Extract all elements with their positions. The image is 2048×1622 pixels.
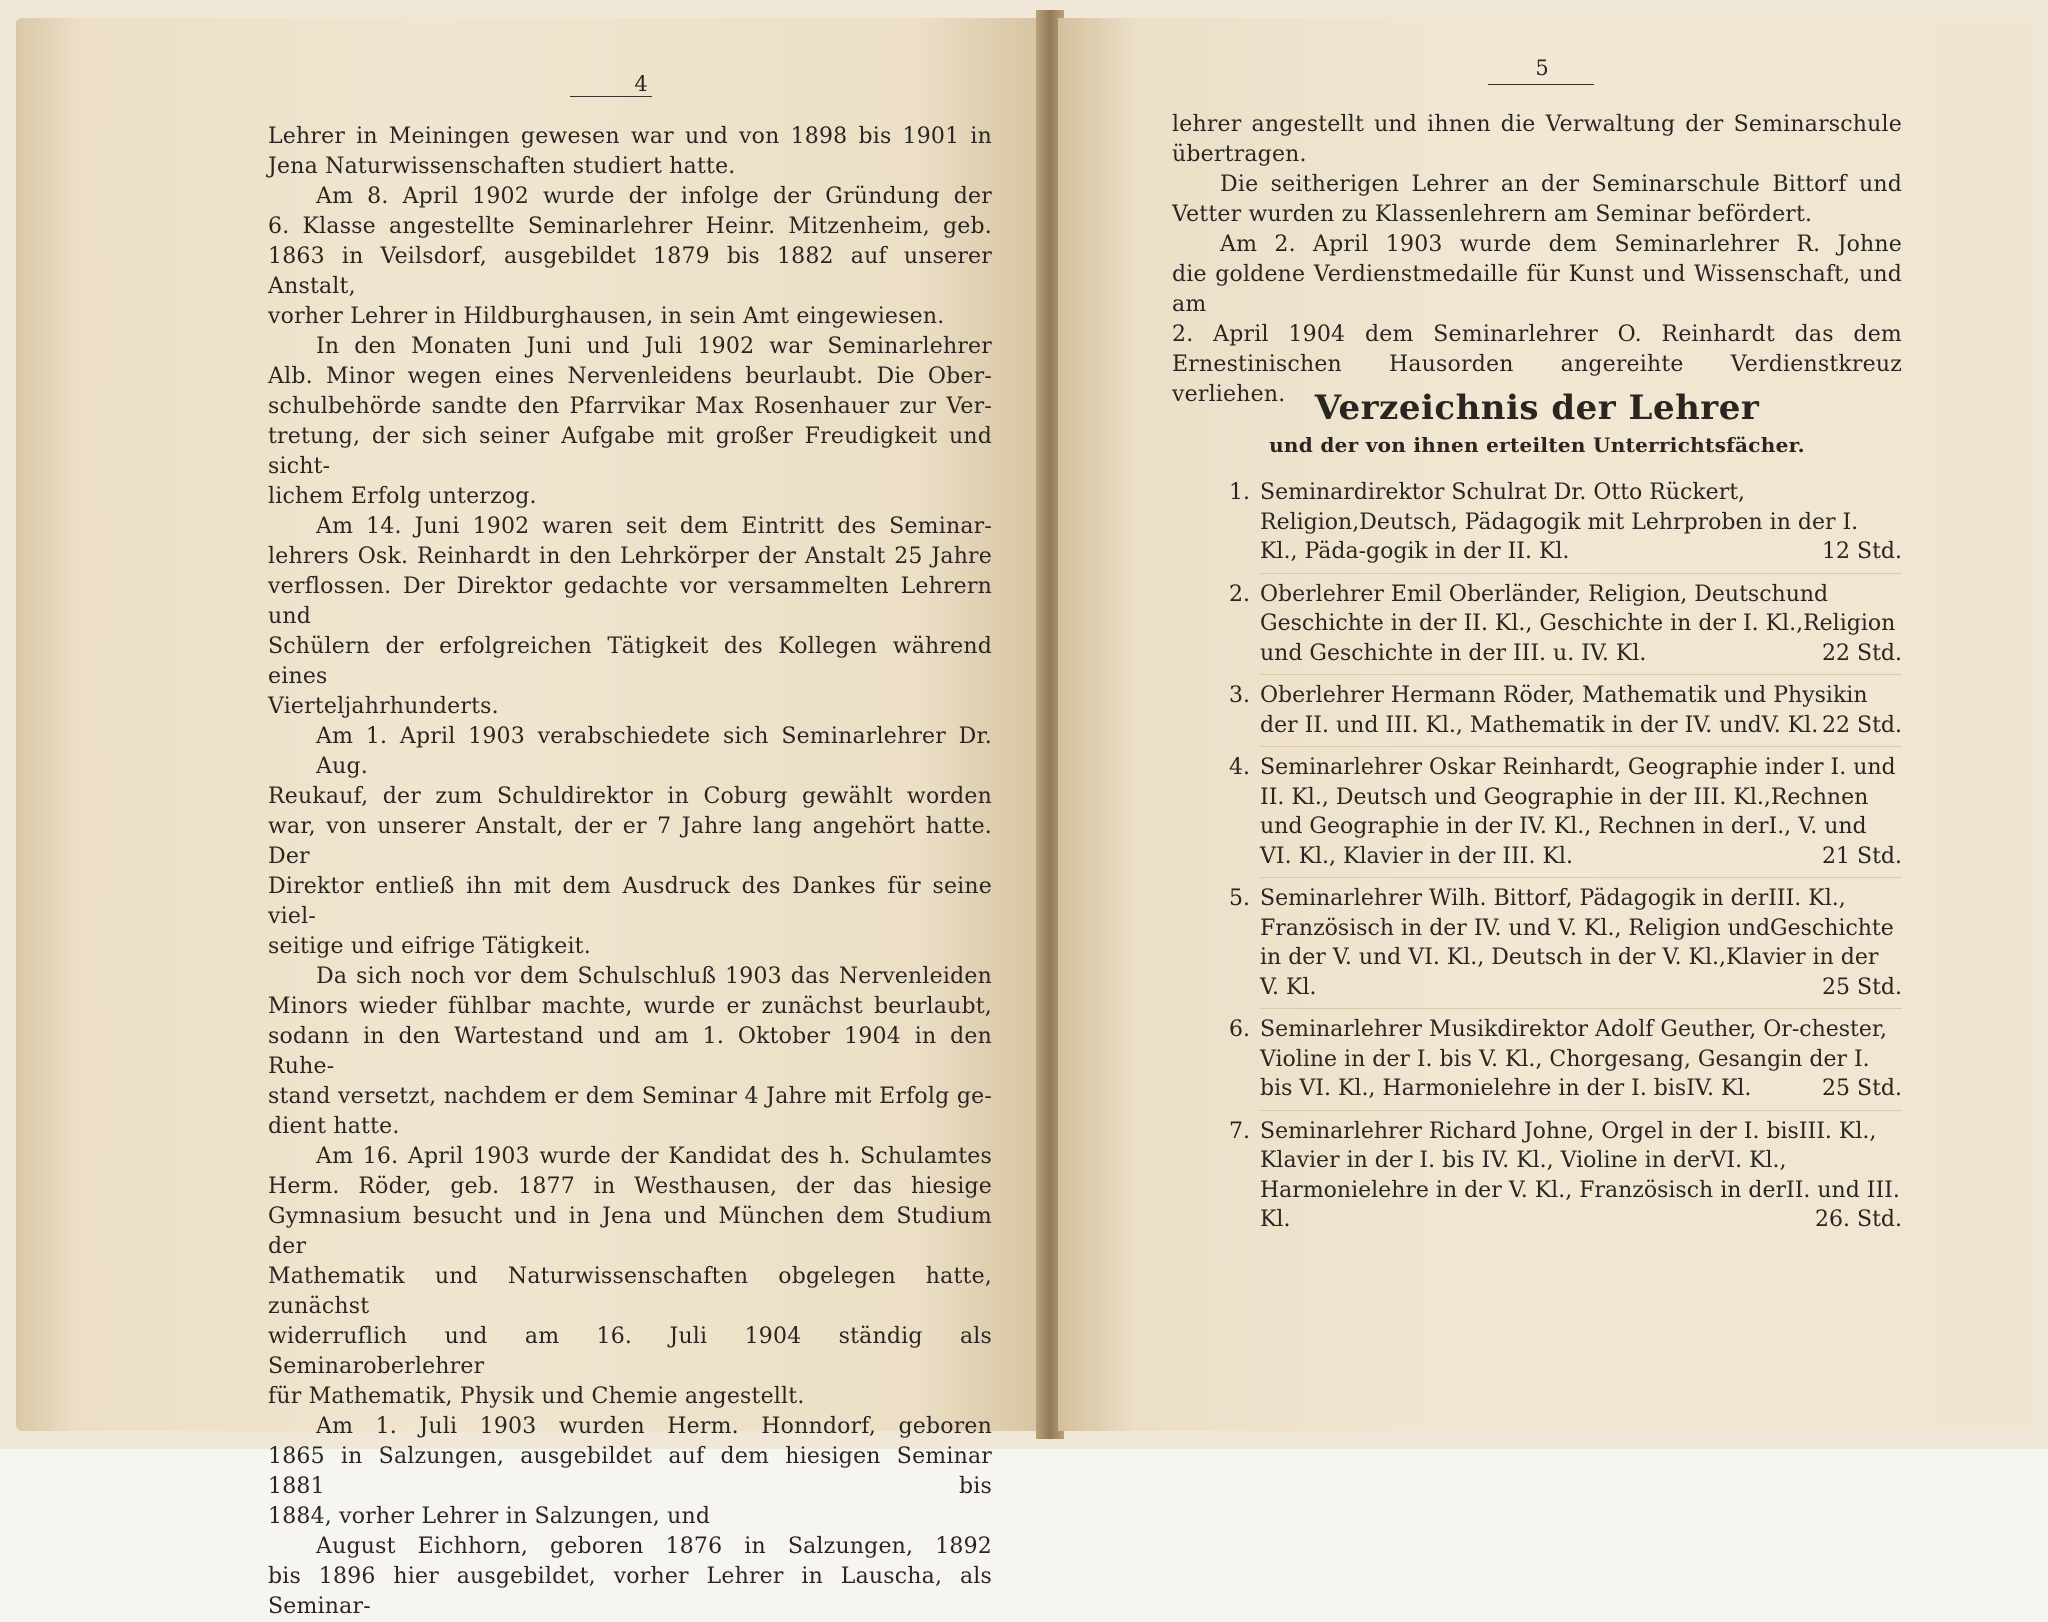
teacher-entry xyxy=(1210,884,1902,1002)
text-line: Reukauf, der zum Schuldirektor in Coburg gewählt worden xyxy=(268,784,992,809)
text-line: Gymnasium besucht und in Jena und München dem Studium der xyxy=(268,1204,992,1259)
teacher-list-subheading: und der von ihnen erteilten Unterrichtsfächer. xyxy=(1269,433,1805,457)
text-line: seitige und eifrige Tätigkeit. xyxy=(268,934,591,959)
teacher-entry xyxy=(1210,580,1902,669)
teacher-entry-hours: 25 Std. xyxy=(1822,1076,1902,1101)
entry-divider xyxy=(1260,746,1902,747)
right-page-number-rule xyxy=(1488,84,1594,85)
text-line: Jena Naturwissenschaften studiert hatte. xyxy=(268,154,736,179)
teacher-entry-line: gogik in der II. Kl. xyxy=(1366,539,1570,564)
paragraph xyxy=(268,122,992,182)
teacher-entry xyxy=(1210,753,1902,871)
teacher-entry-line: Oberlehrer Hermann Röder, Mathematik und Physik xyxy=(1260,683,1847,708)
teacher-entry-line: Oberlehrer Emil Oberländer, Religion, Deutsch xyxy=(1260,581,1786,607)
paragraph xyxy=(268,512,992,722)
teacher-entry-line: Klavier in der V. Kl. xyxy=(1260,945,1879,1000)
text-line: Da sich noch vor dem Schulschluß 1903 das Nervenleiden xyxy=(316,964,992,989)
teacher-entry-line: Geschichte in der V. und VI. Kl., Deutsch in der V. Kl., xyxy=(1260,915,1894,970)
teacher-entry-line: Seminarlehrer Richard Johne, Orgel in der I. bis xyxy=(1260,1118,1799,1144)
teacher-entry xyxy=(1210,478,1902,567)
paragraph xyxy=(268,1532,992,1622)
text-line: Lehrer in Meiningen gewesen war und von 1898 bis 1901 in xyxy=(268,124,992,149)
teacher-entry-number: 5. xyxy=(1229,886,1250,911)
teacher-entry-line: Seminarlehrer Wilh. Bittorf, Pädagogik in der xyxy=(1260,886,1769,911)
text-line: dient hatte. xyxy=(268,1114,400,1139)
teacher-entry-line: in der II. und III. Kl., Mathematik in der IV. und xyxy=(1260,683,1868,738)
paragraph xyxy=(268,722,992,962)
text-line: Alb. Minor wegen eines Nervenleidens beurlaubt. Die Ober- xyxy=(268,364,992,389)
teacher-entry-number: 1. xyxy=(1229,480,1250,505)
entry-divider xyxy=(1260,573,1902,574)
entry-divider xyxy=(1260,674,1902,675)
text-line: August Eichhorn, geboren 1876 in Salzungen, 1892 xyxy=(316,1534,992,1559)
teacher-entry xyxy=(1210,1117,1902,1235)
teacher-entry-line: VI. Kl., Harmonielehre in der V. Kl., Französisch in der xyxy=(1260,1148,1787,1203)
left-page-text xyxy=(268,122,992,1622)
text-line: Vetter wurden zu Klassenlehrern am Seminar befördert. xyxy=(1172,202,1813,227)
text-line: tretung, der sich seiner Aufgabe mit großer Freudigkeit und sicht- xyxy=(268,424,992,479)
text-line: Am 1. Juli 1903 wurden Herm. Honndorf, geboren xyxy=(316,1414,992,1439)
text-line: Am 14. Juni 1902 waren seit dem Eintritt des Seminar- xyxy=(316,514,992,539)
teacher-entry-line: Rechnen und Geographie in der IV. Kl., Rechnen in der xyxy=(1260,784,1869,839)
text-line: widerruflich und am 16. Juli 1904 ständig als Seminaroberlehrer xyxy=(268,1324,992,1379)
teacher-entry-line: chester, Violine in der I. bis V. Kl., Chorgesang, Gesang xyxy=(1260,1017,1888,1072)
teacher-entry-number: 6. xyxy=(1229,1017,1250,1042)
paragraph xyxy=(268,1412,992,1532)
teacher-entry-line: V. Kl. xyxy=(1761,712,1819,738)
text-line: Am 2. April 1903 wurde dem Seminarlehrer R. Johne xyxy=(1220,232,1902,257)
teacher-entry-hours: 12 Std. xyxy=(1822,539,1902,564)
text-line: Die seitherigen Lehrer an der Seminarschule Bittorf und xyxy=(1220,172,1902,197)
text-line: Minors wieder fühlbar machte, wurde er zunächst beurlaubt, xyxy=(268,994,992,1019)
text-line: schulbehörde sandte den Pfarrvikar Max Rosenhauer zur Ver- xyxy=(268,394,992,419)
teacher-entry-line: IV. Kl. xyxy=(1686,1076,1752,1101)
teacher-entry-line: Deutsch, Pädagogik mit Lehrproben in der I. Kl., Päda- xyxy=(1260,509,1859,564)
teacher-list xyxy=(1210,478,1902,1241)
teacher-entry-line: und Geschichte in der II. Kl., Geschichte in der I. Kl., xyxy=(1260,581,1829,636)
paragraph xyxy=(268,1142,992,1412)
teacher-list-heading: Verzeichnis der Lehrer xyxy=(1314,388,1760,428)
text-line: lehrer angestellt und ihnen die Verwaltung der Seminarschule xyxy=(1172,112,1902,137)
teacher-entry-number: 4. xyxy=(1229,755,1250,780)
entry-divider xyxy=(1260,877,1902,878)
text-line: lichem Erfolg unterzog. xyxy=(268,484,537,509)
paragraph xyxy=(268,962,992,1142)
teacher-entry-hours: 26. Std. xyxy=(1815,1207,1902,1232)
teacher-entry-line: Religion und Geschichte in der III. u. IV. Kl. xyxy=(1260,611,1896,666)
teacher-entry-line: I., V. und VI. Kl., Klavier in der III. Kl. xyxy=(1260,814,1867,869)
text-line: vorher Lehrer in Hildburghausen, in sein Amt eingewiesen. xyxy=(268,304,945,329)
left-page-number-rule xyxy=(570,96,652,97)
text-line: Herm. Röder, geb. 1877 in Westhausen, der das hiesige xyxy=(268,1174,992,1199)
teacher-entry-line: der I. und II. Kl., Deutsch und Geographie in der III. Kl., xyxy=(1260,755,1896,810)
text-line: stand versetzt, nachdem er dem Seminar 4 Jahre mit Erfolg ge- xyxy=(268,1084,992,1109)
teacher-entry-hours: 21 Std. xyxy=(1822,843,1902,869)
teacher-entry xyxy=(1210,1015,1902,1104)
teacher-entry-line: Seminarlehrer Musikdirektor Adolf Geuther, Or- xyxy=(1260,1017,1800,1042)
text-line: Ernestinischen Hausorden angereihte Verdienstkreuz verliehen. xyxy=(1172,352,1902,407)
teacher-entry-line: Seminarlehrer Oskar Reinhardt, Geographie in xyxy=(1260,755,1786,780)
right-page-text xyxy=(1172,110,1902,410)
teacher-entry-hours: 22 Std. xyxy=(1822,712,1902,738)
text-line: lehrers Osk. Reinhardt in den Lehrkörper der Anstalt 25 Jahre xyxy=(268,544,992,569)
paragraph xyxy=(1172,110,1902,170)
paragraph xyxy=(1172,230,1902,410)
text-line: 1865 in Salzungen, ausgebildet auf dem hiesigen Seminar 1881 bis xyxy=(268,1444,992,1499)
text-line: Mathematik und Naturwissenschaften obgelegen hatte, zunächst xyxy=(268,1264,992,1319)
text-line: 1863 in Veilsdorf, ausgebildet 1879 bis 1882 auf unserer Anstalt, xyxy=(268,244,992,299)
text-line: 1884, vorher Lehrer in Salzungen, und xyxy=(268,1504,711,1529)
text-line: Am 16. April 1903 wurde der Kandidat des h. Schulamtes xyxy=(316,1144,992,1169)
paragraph xyxy=(1172,170,1902,230)
teacher-entry-hours: 22 Std. xyxy=(1822,640,1902,666)
text-line: für Mathematik, Physik und Chemie angestellt. xyxy=(268,1384,805,1409)
text-line: war, von unserer Anstalt, der er 7 Jahre lang angehört hatte. Der xyxy=(268,814,992,869)
text-line: übertragen. xyxy=(1172,142,1307,167)
teacher-entry-line: III. Kl., Französisch in der IV. und V. Kl., Religion und xyxy=(1260,886,1846,941)
text-line: Am 8. April 1902 wurde der infolge der Gründung der xyxy=(316,184,992,209)
entry-divider xyxy=(1260,1110,1902,1111)
teacher-entry xyxy=(1210,681,1902,740)
text-line: verflossen. Der Direktor gedachte vor versammelten Lehrern und xyxy=(268,574,992,629)
text-line: Vierteljahrhunderts. xyxy=(268,694,499,719)
teacher-entry-line: II. und III. Kl. xyxy=(1260,1177,1900,1232)
teacher-entry-line: in der I. bis VI. Kl., Harmonielehre in der I. bis xyxy=(1260,1046,1870,1101)
teacher-entry-line: Seminardirektor Schulrat Dr. Otto Rückert, Religion, xyxy=(1260,480,1746,535)
teacher-entry-number: 3. xyxy=(1229,683,1250,708)
teacher-entry-hours: 25 Std. xyxy=(1822,974,1902,1000)
text-line: 6. Klasse angestellte Seminarlehrer Heinr. Mitzenheim, geb. xyxy=(268,214,992,239)
paragraph xyxy=(268,332,992,512)
teacher-list-heading-block xyxy=(1172,386,1902,460)
text-line: sodann in den Wartestand und am 1. Oktober 1904 in den Ruhe- xyxy=(268,1024,992,1079)
paragraph xyxy=(268,182,992,332)
text-line: Schülern der erfolgreichen Tätigkeit des Kollegen während eines xyxy=(268,634,992,689)
teacher-entry-number: 2. xyxy=(1229,581,1250,607)
text-line: Am 1. April 1903 verabschiedete sich Seminarlehrer Dr. Aug. xyxy=(316,724,992,779)
entry-divider xyxy=(1260,1008,1902,1009)
text-line: 2. April 1904 dem Seminarlehrer O. Reinhardt das dem xyxy=(1172,322,1902,347)
text-line: In den Monaten Juni und Juli 1902 war Seminarlehrer xyxy=(316,334,992,359)
teacher-entry-number: 7. xyxy=(1229,1118,1250,1144)
text-line: die goldene Verdienstmedaille für Kunst und Wissenschaft, und am xyxy=(1172,262,1902,317)
teacher-entry-line: III. Kl., Klavier in der I. bis IV. Kl., Violine in der xyxy=(1260,1118,1877,1173)
right-page-number: 5 xyxy=(1535,56,1549,80)
text-line: bis 1896 hier ausgebildet, vorher Lehrer in Lauscha, als Seminar- xyxy=(268,1564,992,1619)
text-line: Direktor entließ ihn mit dem Ausdruck des Dankes für seine viel- xyxy=(268,874,992,929)
left-page-number: 4 xyxy=(634,72,648,96)
